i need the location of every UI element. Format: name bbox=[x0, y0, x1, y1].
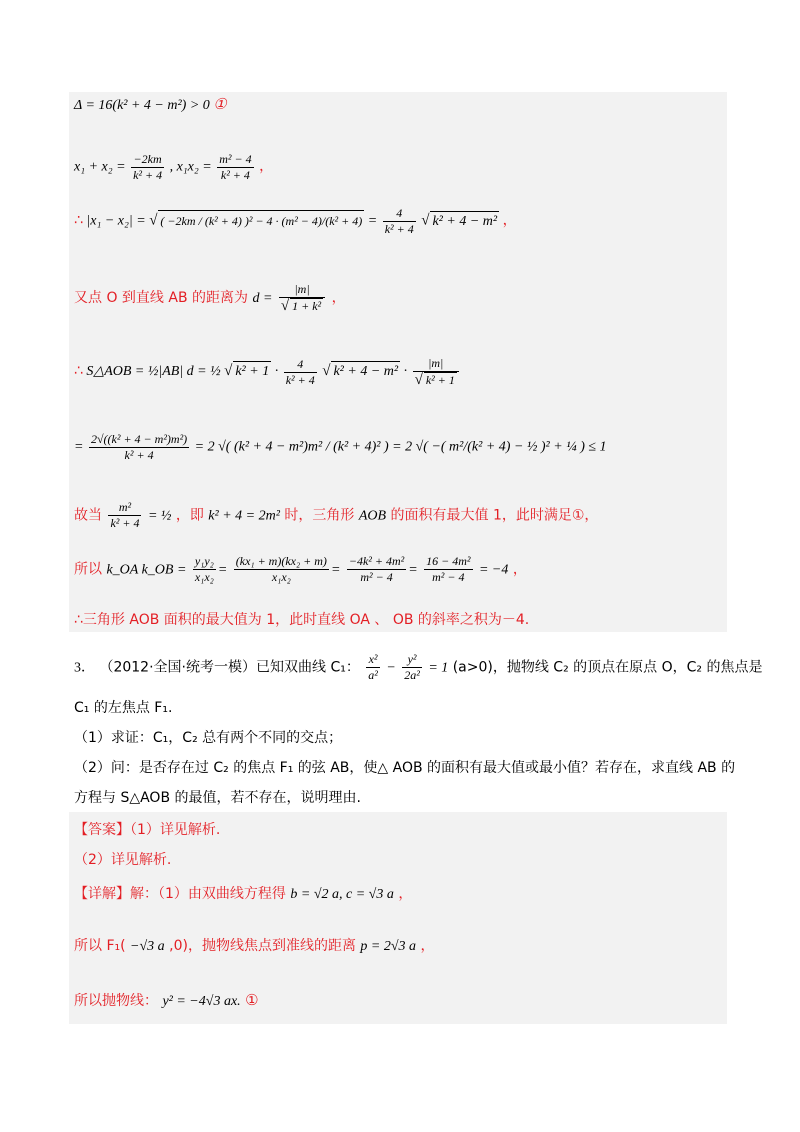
therefore-symbol-2: ∴ bbox=[74, 363, 83, 380]
area-coef-num: 4 bbox=[284, 357, 317, 373]
distance-lhs: |x₁ − x₂| = bbox=[86, 213, 146, 229]
parabola-line bbox=[74, 990, 259, 1012]
d-den-radical: 1 + k² bbox=[292, 299, 322, 313]
max-frac-num: m² bbox=[108, 500, 141, 516]
hyperbola-rhs: = 1 bbox=[428, 660, 449, 676]
d-fraction bbox=[279, 282, 325, 314]
point-distance-line bbox=[74, 282, 346, 314]
slope-f3-den: m² − 4 bbox=[360, 570, 393, 584]
conclusion-line: ∴三角形 AOB 面积的最大值为 1，此时直线 OA 、 OB 的斜率之积为－4. bbox=[74, 612, 530, 628]
max-triangle: AOB bbox=[358, 508, 387, 524]
slope-product-line: 所以 k_OA k_OB = $\frac{\text{y₁y₂}}{\text{x₁x₂}}$ = $\frac{\text{(kx₁ + m)(kx₂ + m)}}{\text{x₁x₂}}$ = $\frac{\text{−4k² + 4m²}}{\text{m² − 4}}$ = $\frac{\text{16 − 4m²}}{\text{m² − 4}}$ = −4 ， bbox=[74, 554, 527, 584]
d-den: √ 1 + k² bbox=[280, 298, 322, 314]
question-3-part-2-line-1: （2）问：是否存在过 C₂ 的焦点 F₁ 的弦 AB，使△ AOB 的面积有最大值或最小值？若存在，求直线 AB 的 bbox=[74, 760, 736, 776]
vieta-prod-num: m² − 4 bbox=[219, 152, 252, 166]
detail-line bbox=[74, 884, 412, 905]
slope-f1-den: x₁x₂ bbox=[194, 570, 214, 584]
vieta-comma: ， bbox=[259, 158, 274, 175]
area-coef-den: k² + 4 bbox=[285, 372, 315, 387]
slope-fraction-4 bbox=[424, 554, 472, 585]
distance-line: ∴ |x₁ − x₂| = √ ( −2km / (k² + 4) )² − 4 · (m² − 4)/(k² + 4) = $\frac{4}{\text{k² + 4}}$ √ k² + 4 − m² ， bbox=[74, 206, 517, 236]
question-3-line-1 bbox=[74, 652, 762, 683]
vieta-prod-fraction bbox=[217, 152, 253, 183]
slope-f2-num: (kx₁ + m)(kx₂ + m) bbox=[235, 554, 327, 568]
hyperbola-minus: − bbox=[386, 660, 396, 676]
question-condition: (a>0)，抛物线 C₂ 的顶点在原点 O，C₂ 的焦点是 bbox=[452, 659, 763, 676]
chain-end: = 2 √( −( m²/(k² + 4) − ½ )² + ¼ ) ≤ 1 bbox=[392, 439, 607, 455]
slope-prefix: 所以 bbox=[74, 561, 102, 578]
max-condition-line bbox=[74, 500, 598, 531]
therefore-symbol-1: ∴ bbox=[74, 212, 83, 229]
area-m-num: |m| bbox=[413, 356, 459, 372]
slope-comma: ， bbox=[512, 561, 527, 578]
distance-radical: k² + 4 − m² bbox=[430, 211, 499, 232]
area-lhs: S△AOB = bbox=[86, 364, 145, 380]
hyperbola-x-den: a² bbox=[368, 668, 378, 682]
area-line: ∴ S△AOB = ½|AB| d = ½ √ k² + 1 · $\frac{4}{\text{k² + 4}}$ √ k² + 4 − m² · $\frac{|m|}{\text{√ k² + 1}}$ bbox=[74, 356, 461, 388]
focus-text-2: ,0)，抛物线焦点到准线的距离 bbox=[169, 938, 356, 954]
parabola-eq: y² = −4√3 ax. bbox=[162, 994, 241, 1009]
distance-coef-fraction bbox=[383, 206, 416, 237]
hyperbola-x-num: x² bbox=[366, 652, 380, 668]
focus-comma: ， bbox=[420, 938, 435, 954]
point-distance-text: 又点 O 到直线 AB 的距离为 bbox=[74, 290, 249, 306]
slope-f4-den: m² − 4 bbox=[432, 570, 465, 584]
chain-den: k² + 4 bbox=[124, 448, 154, 462]
vieta-sum-num: −2km bbox=[131, 152, 164, 168]
max-eq: = ½ bbox=[147, 508, 172, 524]
chain-num: 2√((k² + 4 − m²)m²) bbox=[90, 432, 188, 446]
distance-radicand: ( −2km / (k² + 4) )² − 4 · (m² − 4)/(k² + 4) bbox=[158, 210, 364, 231]
focus-coord: −√3 a bbox=[130, 939, 165, 954]
question-3-line-2: C₁ 的左焦点 F₁. bbox=[74, 700, 173, 716]
vieta-prod-lhs: , x₁x₂ = bbox=[169, 159, 212, 175]
mark-circle-1: ① bbox=[213, 97, 227, 113]
detail-text: 【详解】解：（1）由双曲线方程得 bbox=[74, 886, 286, 902]
slope-f4-num: 16 − 4m² bbox=[426, 554, 471, 568]
max-text-2: ，即 bbox=[175, 507, 204, 524]
distance-comma: ， bbox=[502, 212, 517, 229]
hyperbola-y-num: y² bbox=[402, 652, 422, 668]
detail-expr: b = √2 a, c = √3 a bbox=[290, 887, 394, 902]
detail-comma: ， bbox=[398, 886, 413, 902]
question-curve: C₁： bbox=[330, 659, 360, 676]
equality-chain-line: = $\frac{\text{2√((k² + 4 − m²)m²)}}{\text{k² + 4}}$ = 2 √( (k² + 4 − m²)m² / (k² + 4)² ) = 2 √( −( m²/(k² + 4) − ½ )² + ¼ ) ≤ 1 bbox=[74, 432, 607, 462]
area-coef-fraction bbox=[284, 357, 317, 388]
discriminant-line bbox=[74, 95, 227, 116]
max-text-1: 故当 bbox=[74, 507, 102, 524]
max-text-4: 的面积有最大值 1，此时满足①， bbox=[390, 507, 599, 524]
vieta-line bbox=[74, 152, 273, 183]
d-lhs: d = bbox=[252, 291, 273, 306]
area-m-den: √ k² + 1 bbox=[414, 372, 455, 388]
slope-f1-num: y₁y₂ bbox=[194, 554, 214, 568]
distance-eq: = bbox=[367, 213, 378, 229]
chain-fraction bbox=[89, 432, 189, 463]
area-m-fraction bbox=[413, 356, 459, 388]
focus-p: p = 2√3 a bbox=[360, 939, 417, 954]
distance-coef-den: k² + 4 bbox=[384, 222, 414, 236]
area-expr: ½|AB| d = ½ bbox=[147, 364, 221, 380]
question-3-part-1: （1）求证：C₁，C₂ 总有两个不同的交点； bbox=[74, 730, 343, 746]
hyperbola-x-fraction bbox=[366, 652, 380, 683]
hyperbola-y-den: 2a² bbox=[404, 668, 420, 682]
slope-fraction-1 bbox=[193, 554, 216, 585]
focus-line bbox=[74, 936, 435, 957]
question-number: 3． bbox=[74, 660, 95, 676]
max-text-3: 时，三角形 bbox=[284, 507, 355, 524]
discriminant-expr: Δ = 16(k² + 4 − m²) > 0 bbox=[74, 98, 210, 113]
chain-middle: = 2 √( (k² + 4 − m²)m² / (k² + 4)² ) bbox=[194, 439, 389, 455]
slope-f2-den: x₁x₂ bbox=[271, 570, 291, 584]
distance-coef-num: 4 bbox=[383, 206, 416, 222]
area-radical-2: k² + 4 − m² bbox=[331, 361, 400, 382]
slope-f3-num: −4k² + 4m² bbox=[348, 554, 405, 568]
mark-circle-2: ① bbox=[245, 991, 259, 1009]
d-num: |m| bbox=[279, 282, 325, 298]
slope-lhs: k_OA k_OB = bbox=[106, 562, 187, 578]
max-fraction bbox=[108, 500, 141, 531]
max-frac-den: k² + 4 bbox=[110, 516, 140, 530]
area-m-den-radical: k² + 1 bbox=[425, 373, 455, 387]
vieta-sum-den: k² + 4 bbox=[133, 168, 163, 182]
question-source: （2012·全国·统考一模）已知双曲线 bbox=[99, 659, 326, 676]
vieta-prod-den: k² + 4 bbox=[220, 168, 250, 182]
max-cond: k² + 4 = 2m² bbox=[208, 508, 280, 524]
slope-end: = −4 bbox=[478, 562, 509, 578]
answer-line-2: （2）详见解析. bbox=[74, 852, 172, 868]
vieta-sum-lhs: x₁ + x₂ = bbox=[74, 159, 126, 175]
parabola-text: 所以抛物线： bbox=[74, 993, 158, 1009]
question-3-part-2-line-2: 方程与 S△AOB 的最值，若不存在，说明理由. bbox=[74, 790, 361, 806]
area-radical-1: k² + 1 bbox=[233, 361, 271, 382]
focus-text-1: 所以 F₁( bbox=[74, 938, 126, 954]
slope-fraction-3 bbox=[347, 554, 406, 585]
hyperbola-y-fraction bbox=[402, 652, 422, 683]
vieta-sum-fraction bbox=[131, 152, 164, 183]
slope-fraction-2 bbox=[234, 554, 329, 585]
answer-line-1: 【答案】（1）详见解析. bbox=[74, 822, 221, 838]
d-comma: ， bbox=[331, 290, 346, 306]
